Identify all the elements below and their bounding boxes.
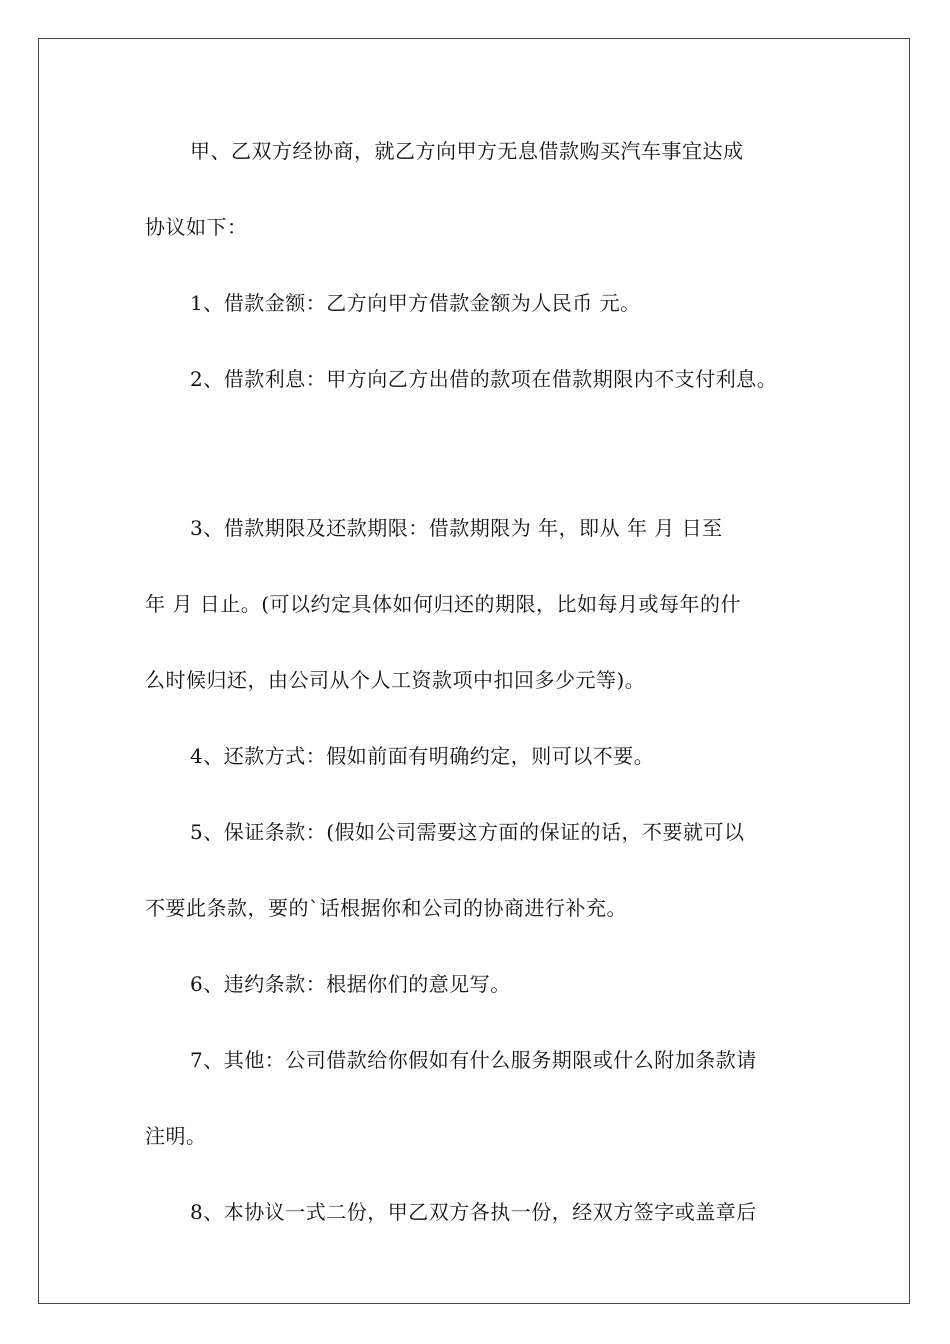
clause-7-other-line-2: 注明。 (145, 1124, 207, 1148)
clause-5-guarantee-line-1: 5、保证条款：(假如公司需要这方面的保证的话，不要就可以 (190, 820, 745, 844)
clause-8-copies: 8、本协议一式二份，甲乙双方各执一份，经双方签字或盖章后 (190, 1200, 757, 1224)
clause-7-other-line-1: 7、其他：公司借款给你假如有什么服务期限或什么附加条款请 (190, 1048, 757, 1072)
clause-6-breach: 6、违约条款：根据你们的意见写。 (190, 972, 511, 996)
clause-3-term-line-3: 么时候归还，由公司从个人工资款项中扣回多少元等)。 (145, 668, 646, 692)
clause-2-interest: 2、借款利息：甲方向乙方出借的款项在借款期限内不支付利息。 (190, 367, 778, 391)
clause-1-loan-amount: 1、借款金额：乙方向甲方借款金额为人民币 元。 (190, 291, 641, 315)
paragraph-intro-line-2: 协议如下： (145, 215, 248, 239)
clause-3-term-line-2: 年 月 日止。(可以约定具体如何归还的期限，比如每月或每年的什 (145, 592, 742, 616)
clause-3-term-line-1: 3、借款期限及还款期限：借款期限为 年，即从 年 月 日至 (190, 516, 723, 540)
clause-4-repayment: 4、还款方式：假如前面有明确约定，则可以不要。 (190, 744, 655, 768)
paragraph-intro-line-1: 甲、乙双方经协商，就乙方向甲方无息借款购买汽车事宜达成 (190, 139, 744, 163)
clause-5-guarantee-line-2: 不要此条款，要的`话根据你和公司的协商进行补充。 (145, 896, 627, 920)
